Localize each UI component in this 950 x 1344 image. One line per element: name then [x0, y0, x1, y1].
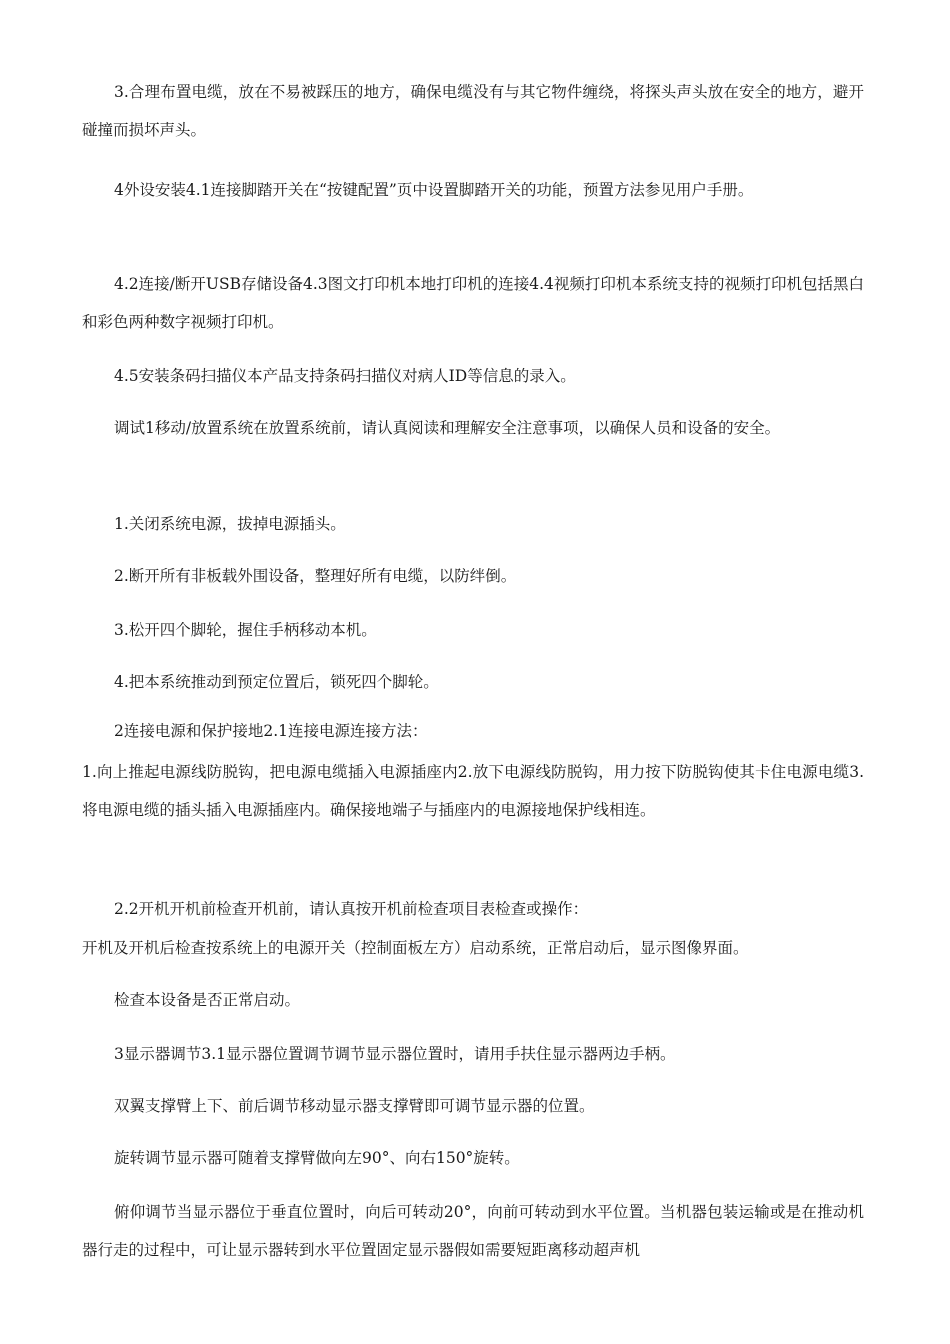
paragraph-step-disconnect: 2.断开所有非板载外围设备，整理好所有电缆，以防绊倒。	[114, 567, 517, 585]
paragraph-power-ground: 2连接电源和保护接地2.1连接电源连接方法：	[114, 722, 428, 740]
paragraph-barcode-scanner: 4.5安装条码扫描仪本产品支持条码扫描仪对病人ID等信息的录入。	[114, 367, 576, 385]
paragraph-rotation: 旋转调节显示器可随着支撑臂做向左90°、向右150°旋转。	[114, 1149, 520, 1167]
paragraph-peripheral-install: 4外设安装4.1连接脚踏开关在“按键配置”页中设置脚踏开关的功能，预置方法参见用户手册。	[114, 181, 754, 199]
paragraph-cable-layout: 3.合理布置电缆，放在不易被踩压的地方，确保电缆没有与其它物件缠绕，将探头声头放在安全的地方，避开碰撞而损坏声头。	[82, 83, 864, 139]
paragraph-pre-startup-check: 2.2开机开机前检查开机前，请认真按开机前检查项目表检查或操作：	[114, 900, 589, 918]
paragraph-monitor-adjust: 3显示器调节3.1显示器位置调节调节显示器位置时，请用手扶住显示器两边手柄。	[114, 1045, 676, 1063]
paragraph-arm-adjust: 双翼支撑臂上下、前后调节移动显示器支撑臂即可调节显示器的位置。	[114, 1097, 595, 1115]
paragraph-step-power-off: 1.关闭系统电源，拔掉电源插头。	[114, 515, 346, 533]
paragraph-step-lock: 4.把本系统推动到预定位置后，锁死四个脚轮。	[114, 673, 439, 691]
paragraph-move-system: 调试1移动/放置系统在放置系统前，请认真阅读和理解安全注意事项，以确保人员和设备的安全。	[114, 419, 781, 437]
paragraph-check-startup: 检查本设备是否正常启动。	[114, 991, 301, 1009]
paragraph-tilt: 俯仰调节当显示器位于垂直位置时，向后可转动20°，向前可转动到水平位置。当机器包装运输或是在推动机器行走的过程中，可让显示器转到水平位置固定显示器假如需要短距离移动超声机	[82, 1203, 864, 1259]
paragraph-power-steps: 1.向上推起电源线防脱钩，把电源电缆插入电源插座内2.放下电源线防脱钩，用力按下防脱钩使其卡住电源电缆3.将电源电缆的插头插入电源插座内。确保接地端子与插座内的电源接地保护线相连。	[82, 763, 864, 819]
paragraph-step-casters: 3.松开四个脚轮，握住手柄移动本机。	[114, 621, 377, 639]
paragraph-usb-printers: 4.2连接/断开USB存储设备4.3图文打印机本地打印机的连接4.4视频打印机本系统支持的视频打印机包括黑白和彩色两种数字视频打印机。	[82, 275, 864, 331]
paragraph-startup: 开机及开机后检查按系统上的电源开关（控制面板左方）启动系统，正常启动后，显示图像界面。	[82, 939, 749, 957]
